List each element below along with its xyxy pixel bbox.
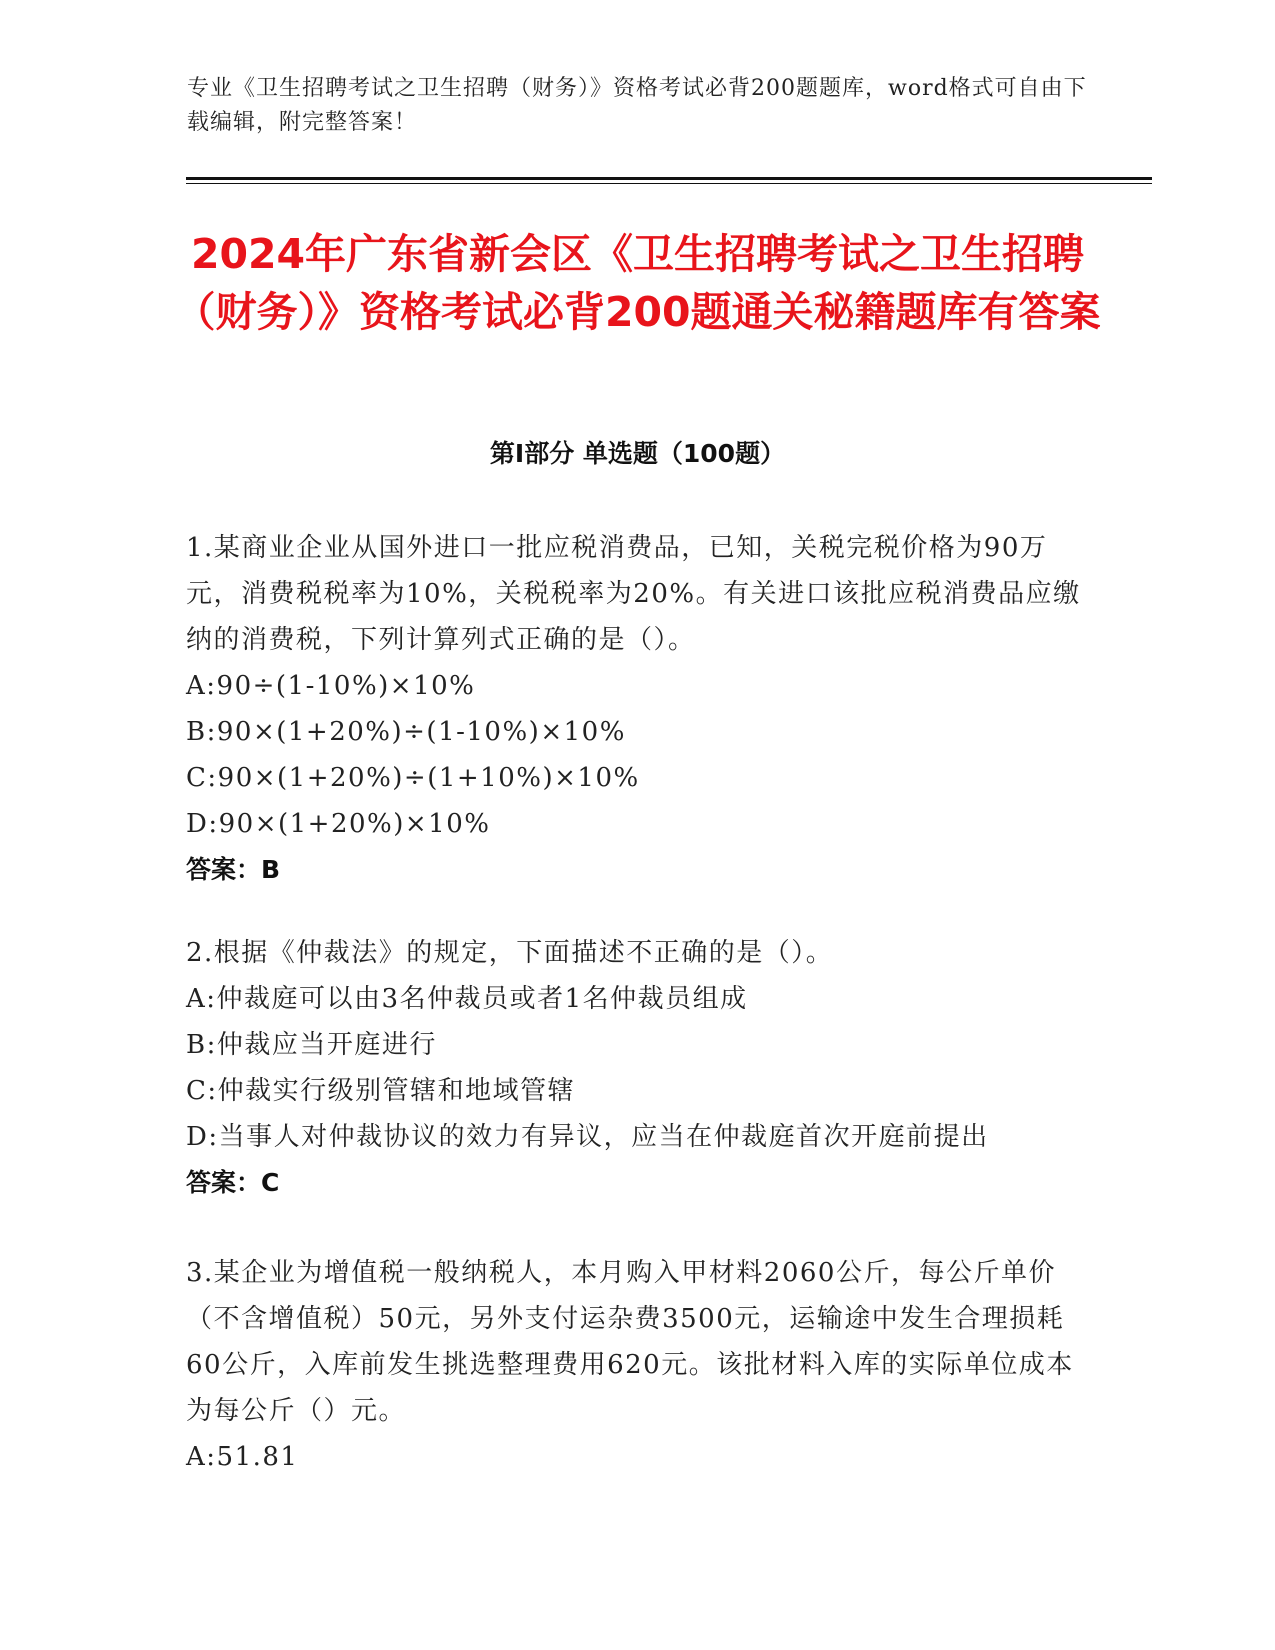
question-2 xyxy=(186,930,1086,1206)
option-b: B:90×(1+20%)÷(1-10%)×10% xyxy=(186,717,626,747)
question-1 xyxy=(186,525,1086,893)
option-a: A:仲裁庭可以由3名仲裁员或者1名仲裁员组成 xyxy=(186,984,748,1014)
option-d: D:90×(1+20%)×10% xyxy=(186,809,491,839)
question-3 xyxy=(186,1250,1086,1480)
option-c: C:仲裁实行级别管辖和地域管辖 xyxy=(186,1076,576,1106)
option-b: B:仲裁应当开庭进行 xyxy=(186,1030,437,1060)
option-d: D:当事人对仲裁协议的效力有异议，应当在仲裁庭首次开庭前提出 xyxy=(186,1122,989,1152)
answer-line: 答案：C xyxy=(186,1168,280,1197)
answer-line: 答案：B xyxy=(186,855,281,884)
option-a: A:90÷(1-10%)×10% xyxy=(186,671,476,701)
document-title: 2024年广东省新会区《卫生招聘考试之卫生招聘（财务）》资格考试必背200题通关秘籍题库有答案 xyxy=(174,230,1101,336)
question-stem: 1.某商业企业从国外进口一批应税消费品，已知，关税完税价格为90万元，消费税税率为10%，关税税率为20%。有关进口该批应税消费品应缴纳的消费税，下列计算列式正确的是（）。 xyxy=(186,533,1081,655)
question-stem: 3.某企业为增值税一般纳税人，本月购入甲材料2060公斤，每公斤单价（不含增值税）50元，另外支付运杂费3500元，运输途中发生合理损耗60公斤，入库前发生挑选整理费用620元。该批材料入库的实际单位成本为每公斤（）元。 xyxy=(186,1258,1074,1426)
header-note: 专业《卫生招聘考试之卫生招聘（财务）》资格考试必背200题题库，word格式可自由下载编辑，附完整答案！ xyxy=(187,76,1087,135)
section-heading: 第I部分 单选题（100题） xyxy=(489,439,786,468)
header-divider-thick xyxy=(186,177,1152,180)
question-stem: 2.根据《仲裁法》的规定，下面描述不正确的是（）。 xyxy=(186,938,834,968)
option-a: A:51.81 xyxy=(186,1442,299,1472)
header-divider-thin xyxy=(186,183,1152,184)
option-c: C:90×(1+20%)÷(1+10%)×10% xyxy=(186,763,640,793)
